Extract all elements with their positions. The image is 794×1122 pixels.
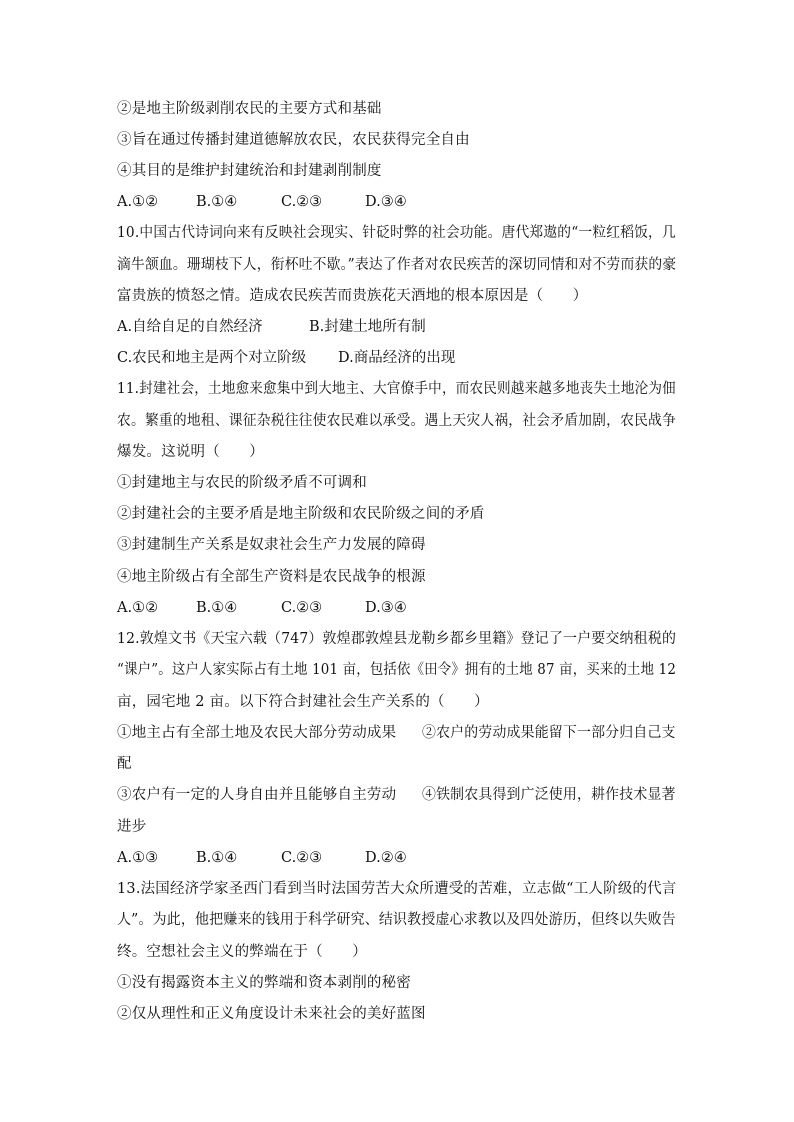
q12-stem-line-3: 亩，园宅地 2 亩。以下符合封建社会生产关系的（ ）	[117, 694, 489, 710]
q12-item-1: ①地主占有全部土地及农民大部分劳动成果	[117, 725, 397, 741]
q11-stem-line-3: 爆发。这说明（ ）	[117, 444, 264, 460]
q11-option-b: B.①④	[196, 600, 238, 616]
q9-option-c: C.②③	[281, 194, 323, 210]
q11-stem-line-1: 11.封建社会，土地愈来愈集中到大地主、大官僚手中，而农民则越来越多地丧失土地沦为佃	[117, 381, 676, 397]
q9-item-2: ②是地主阶级剥削农民的主要方式和基础	[117, 101, 382, 117]
q10-stem-line-1: 10.中国古代诗词向来有反映社会现实、针砭时弊的社会功能。唐代郑遨的“一粒红稻饭，几	[117, 225, 676, 241]
q11-item-4: ④地主阶级占有全部生产资料是农民战争的根源	[117, 569, 426, 585]
q12-stem-line-2: “课户”。这户人家实际占有土地 101 亩，包括依《田令》拥有的土地 87 亩，买来的土地 12	[117, 662, 677, 678]
q11-option-d: D.③④	[365, 600, 407, 616]
q10-option-a: A.自给自足的自然经济	[117, 319, 263, 335]
q10-option-d: D.商品经济的出现	[338, 350, 456, 366]
q11-option-c: C.②③	[281, 600, 323, 616]
q12-item-4-cont: 进步	[117, 819, 147, 835]
q12-option-b: B.①④	[196, 850, 238, 866]
q12-stem-line-1: 12.敦煌文书《天宝六载（747）敦煌郡敦煌县龙勒乡都乡里籍》登记了一户要交纳租税的	[117, 631, 677, 647]
q12-item-2-cont: 配	[117, 756, 132, 772]
q13-item-1: ①没有揭露资本主义的弊端和资本剥削的秘密	[117, 975, 411, 991]
q12-option-a: A.①③	[117, 850, 159, 866]
q10-option-b: B.封建土地所有制	[309, 319, 426, 335]
q12-option-c: C.②③	[281, 850, 323, 866]
q10-stem-line-3: 富贵族的愤怒之情。造成农民疾苦而贵族花天酒地的根本原因是（ ）	[117, 288, 588, 304]
q9-option-d: D.③④	[365, 194, 407, 210]
q9-option-b: B.①④	[196, 194, 238, 210]
q13-item-2: ②仅从理性和正义角度设计未来社会的美好蓝图	[117, 1006, 426, 1022]
q13-stem-line-3: 终。空想社会主义的弊端在于（ ）	[117, 944, 367, 960]
q9-item-3: ③旨在通过传播封建道德解放农民，农民获得完全自由	[117, 132, 470, 148]
q11-stem-line-2: 农。繁重的地租、课征杂税往往使农民难以承受。遇上天灾人祸，社会矛盾加剧，农民战争	[117, 413, 677, 429]
q12-item-2: ②农户的劳动成果能留下一部分归自己支	[422, 725, 676, 741]
q10-stem-line-2: 滴牛颔血。珊瑚枝下人，衔杯吐不歇。”表达了作者对农民疾苦的深切同情和对不劳而获的豪	[117, 257, 677, 273]
q13-stem-line-1: 13.法国经济学家圣西门看到当时法国劳苦大众所遭受的苦难，立志做“工人阶级的代言	[117, 881, 677, 897]
q9-option-a: A.①②	[117, 194, 159, 210]
q11-item-2: ②封建社会的主要矛盾是地主阶级和农民阶级之间的矛盾	[117, 506, 485, 522]
q12-option-d: D.②④	[365, 850, 407, 866]
q12-item-3: ③农户有一定的人身自由并且能够自主劳动	[117, 787, 397, 803]
q10-option-c: C.农民和地主是两个对立阶级	[117, 350, 307, 366]
q11-item-3: ③封建制生产关系是奴隶社会生产力发展的障碍	[117, 537, 426, 553]
q9-item-4: ④其目的是维护封建统治和封建剥削制度	[117, 163, 382, 179]
q11-option-a: A.①②	[117, 600, 159, 616]
q11-item-1: ①封建地主与农民的阶级矛盾不可调和	[117, 475, 367, 491]
q13-stem-line-2: 人”。为此，他把赚来的钱用于科学研究、结识教授虚心求教以及四处游历，但终以失败告	[117, 912, 676, 928]
q12-item-4: ④铁制农具得到广泛使用，耕作技术显著	[422, 787, 676, 803]
